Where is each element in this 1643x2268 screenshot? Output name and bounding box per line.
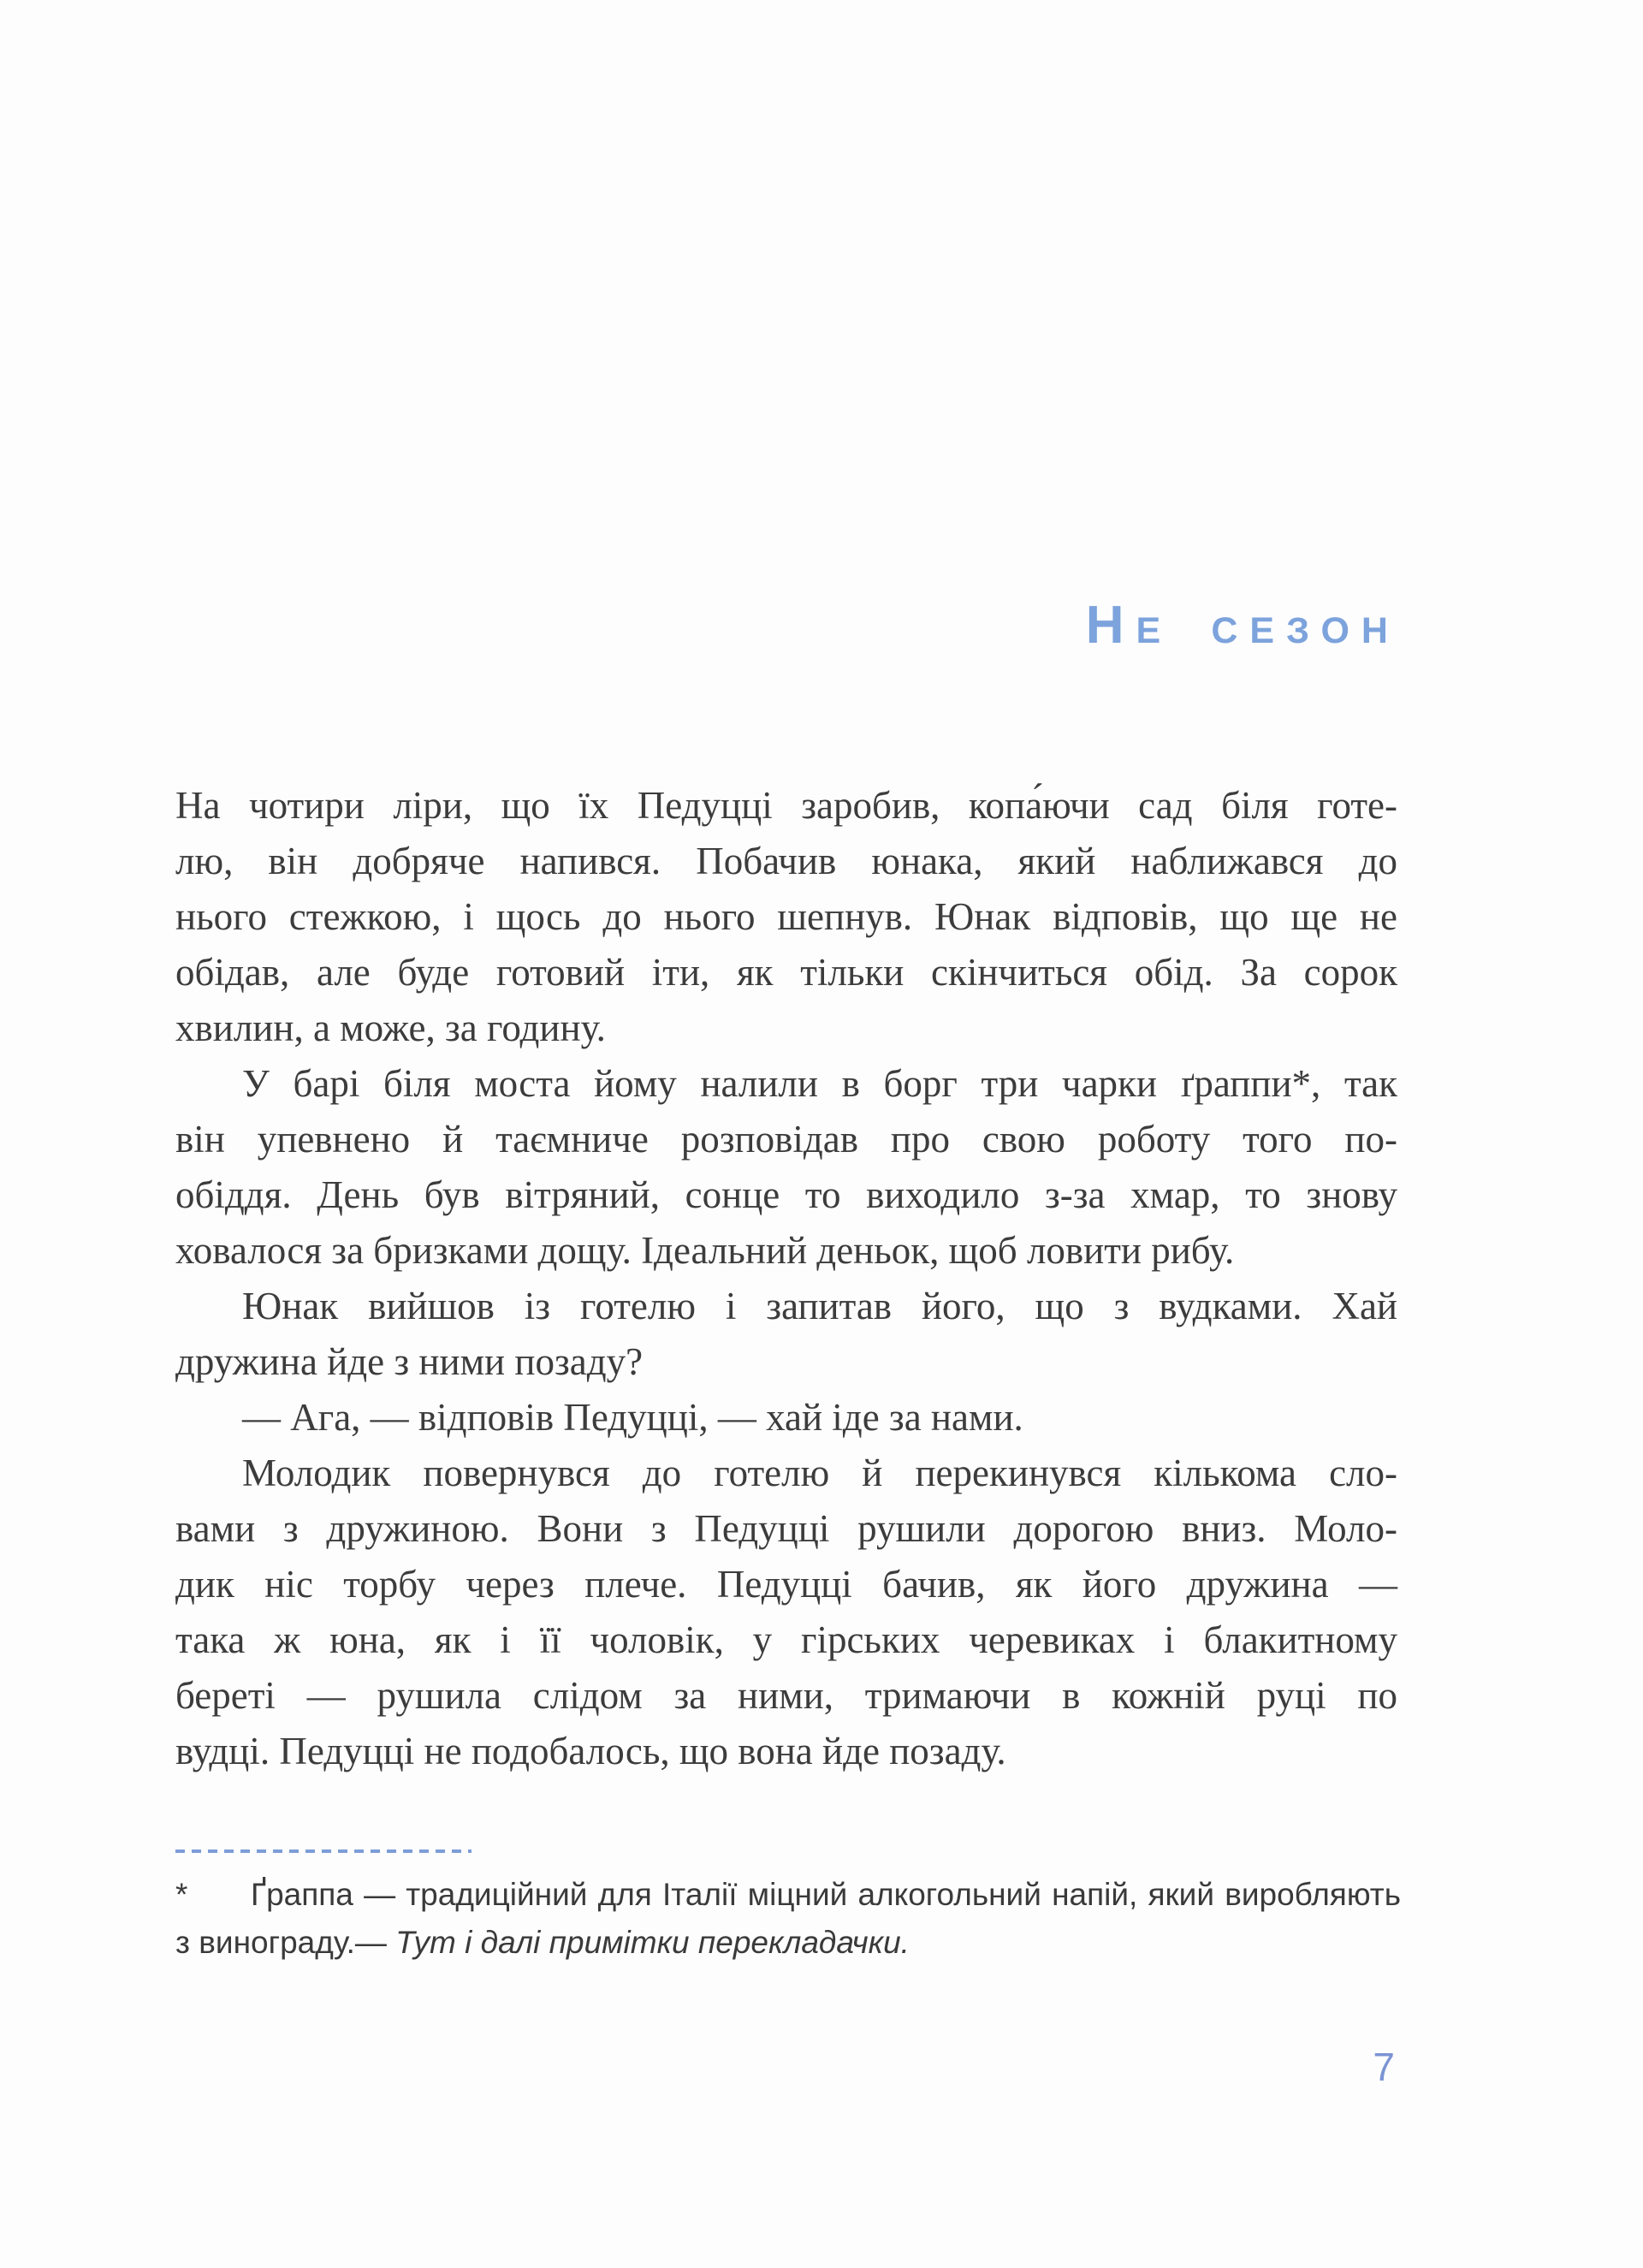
text-line: береті — рушила слідом за ними, тримаючи в кожній руці по [175, 1674, 1397, 1717]
text-line: ховалося за бризками дощу. Ідеальний деньок, щоб ловити рибу. [175, 1229, 1235, 1272]
footnote-separator-line [175, 1849, 472, 1853]
text-line: обіддя. День був вітряний, сонце то виходило з-за хмар, то знову [175, 1173, 1397, 1216]
text-line: — Ага, — відповів Педуцці, — хай іде за нами. [242, 1396, 1023, 1439]
text-line: Молодик повернувся до готелю й перекинувся кількома сло- [242, 1452, 1397, 1494]
story [175, 778, 1397, 1779]
text-line: дружина йде з ними позаду? [175, 1340, 644, 1383]
text-line: вудці. Педуцці не подобалось, що вона йде позаду. [175, 1730, 1006, 1772]
text-line: хвилин, а може, за годину. [175, 1006, 606, 1049]
footnote-line [175, 1919, 1401, 1967]
footnote-text: Ґраппа — традиційний для Італії міцний алкогольний напій, який виробляють [251, 1877, 1401, 1912]
text-line: нього стежкою, і щось до нього шепнув. Юнак відповів, що ще не [175, 895, 1397, 938]
footnote-text: з винограду.— [175, 1925, 396, 1960]
text-line: він упевнено й таємниче розповідав про свою роботу того по- [175, 1118, 1397, 1161]
text-line: Юнак вийшов із готелю і запитав його, що з вудками. Хай [242, 1285, 1397, 1327]
page-number: 7 [1373, 2045, 1395, 2089]
footnote-line [175, 1871, 1401, 1919]
text-line: вами з дружиною. Вони з Педуцці рушили дорогою вниз. Моло- [175, 1507, 1397, 1550]
text-line: дик ніс торбу через плече. Педуцці бачив, як його дружина — [175, 1563, 1397, 1606]
text-line: У барі біля моста йому налили в борг три чарки ґраппи*, так [242, 1062, 1397, 1105]
footnote-text-italic: Тут і далі примітки перекладачки. [395, 1925, 910, 1960]
text-line: така ж юна, як і її чоловік, у гірських черевиках і блакитному [175, 1618, 1397, 1661]
text-line: обідав, але буде готовий іти, як тільки скінчиться обід. За сорок [175, 951, 1397, 994]
footnote [175, 1871, 1401, 1967]
chapter-title: Не сезон [1085, 596, 1400, 655]
text-line: лю, він добряче напився. Побачив юнака, який наближався до [175, 840, 1397, 882]
footnote-marker: * [175, 1877, 188, 1912]
text-line: На чотири ліри, що їх Педуцці заробив, копа́ючи сад біля готе- [175, 784, 1397, 827]
